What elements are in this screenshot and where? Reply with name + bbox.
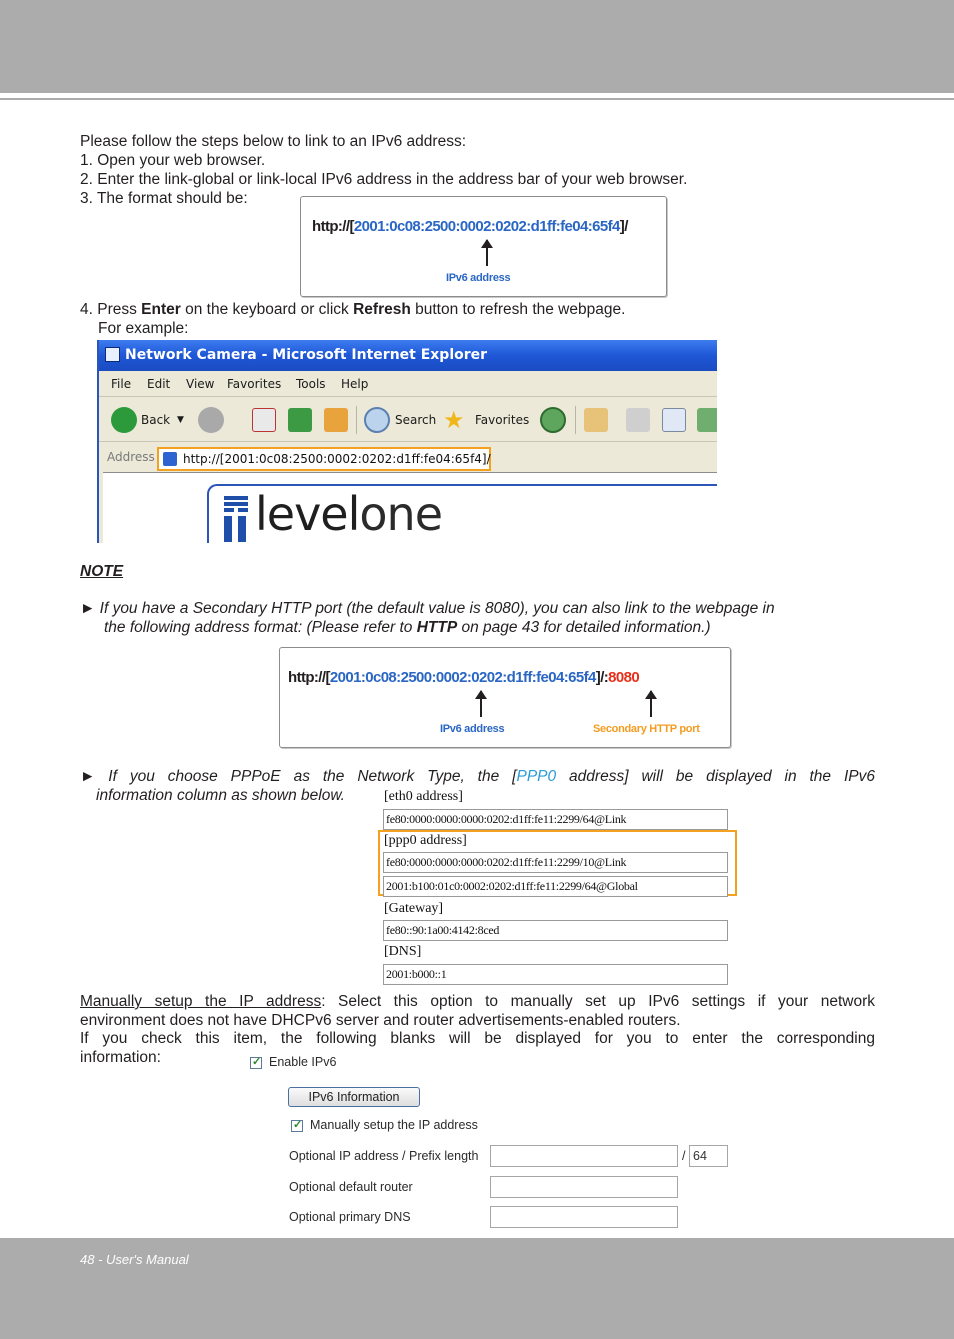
note-item-1-cont [104, 618, 711, 637]
note2-post: address] will be displayed in the IPv6 [556, 768, 875, 785]
format2-suffix: ]/: [595, 669, 609, 686]
home-icon[interactable] [324, 408, 348, 432]
menu-edit[interactable]: Edit [147, 377, 171, 391]
ip-address-input[interactable] [490, 1145, 678, 1167]
mail-icon[interactable] [584, 408, 608, 432]
menu-tools[interactable]: Tools [296, 377, 326, 391]
note2-ppp0: PPP0 [516, 768, 557, 785]
primary-dns-label: Optional primary DNS [289, 1210, 411, 1224]
up-arrow-icon [650, 691, 652, 717]
header-band [0, 0, 954, 93]
format2-label-port: Secondary HTTP port [593, 723, 700, 735]
manual-line-1-text: : Select this option to manually set up IPv6 settings if your network [321, 993, 875, 1010]
up-arrow-icon [480, 691, 482, 717]
levelone-logo-icon [224, 496, 248, 542]
refresh-icon[interactable] [288, 408, 312, 432]
format-url [312, 218, 628, 235]
format2-port: 8080 [608, 669, 640, 686]
browser-screenshot [97, 340, 717, 543]
manual-line-2: environment does not have DHCPv6 server and router advertisements-enabled routers. [80, 1012, 681, 1029]
format2-address: 2001:0c08:2500:0002:0202:d1ff:fe04:65f4 [329, 669, 596, 686]
format-address: 2001:0c08:2500:0002:0202:d1ff:fe04:65f4 [353, 218, 620, 235]
edit-icon[interactable] [662, 408, 686, 432]
back-icon[interactable] [111, 407, 137, 433]
forward-icon[interactable] [198, 407, 224, 433]
page-footer: 48 - User's Manual [80, 1252, 189, 1267]
note1-http: HTTP [416, 619, 458, 636]
gateway-value: fe80::90:1a00:4142:8ced [383, 920, 728, 941]
intro-line-1: Please follow the steps below to link to an IPv6 address: [80, 133, 466, 150]
intro-step-3: 3. The format should be: [80, 190, 248, 207]
header-rule [0, 98, 954, 100]
note-title: NOTE [80, 563, 124, 580]
prefix-length-input[interactable]: 64 [689, 1145, 728, 1167]
menu-file[interactable]: File [111, 377, 132, 391]
enable-ipv6-checkbox[interactable] [250, 1057, 262, 1069]
step4-mid: on the keyboard or click [180, 301, 354, 318]
manual-setup-label: Manually setup the IP address [310, 1118, 478, 1132]
default-router-input[interactable] [490, 1176, 678, 1198]
address-value: http://[2001:0c08:2500:0002:0202:d1ff:fe04:65f4]/ [183, 452, 491, 466]
browser-toolbar [99, 398, 717, 442]
note-item-2-cont: information column as shown below. [96, 787, 345, 804]
print-icon[interactable] [626, 408, 650, 432]
eth0-value: fe80:0000:0000:0000:0202:d1ff:fe11:2299/64@Link [383, 809, 728, 830]
primary-dns-input[interactable] [490, 1206, 678, 1228]
note2-pre: ► If you choose PPPoE as the Network Type, the [ [80, 768, 517, 785]
note1-pre: the following address format: (Please refer to [104, 619, 417, 636]
browser-title: Network Camera - Microsoft Internet Explorer [125, 347, 488, 363]
ppp0-label: [ppp0 address] [384, 833, 467, 848]
ip-address-label: Optional IP address / Prefix length [289, 1149, 479, 1163]
logo-one: one [359, 487, 442, 541]
ppp0-value-global: 2001:b100:01c0:0002:0202:d1ff:fe11:2299/64@Global [383, 876, 728, 897]
step4-enter: Enter [141, 301, 181, 318]
search-icon[interactable] [364, 407, 390, 433]
dns-value: 2001:b000::1 [383, 964, 728, 985]
step4-pre: 4. Press [80, 301, 142, 318]
toolbar-separator [575, 406, 576, 434]
back-label[interactable]: Back [141, 413, 171, 427]
browser-title-bar [99, 340, 717, 371]
logo-level: level [255, 487, 360, 541]
format-prefix: http://[ [312, 218, 354, 235]
note-item-2 [80, 767, 875, 786]
page-icon [163, 452, 177, 466]
menu-help[interactable]: Help [341, 377, 369, 391]
ie-icon [105, 347, 120, 362]
enable-ipv6-label: Enable IPv6 [269, 1055, 337, 1069]
manual-line-3: If you check this item, the following blanks will be displayed for you to enter the corresponding [80, 1030, 875, 1047]
manual-line-4: information: [80, 1049, 161, 1066]
stop-icon[interactable] [252, 408, 276, 432]
favorites-label[interactable]: Favorites [475, 413, 530, 427]
prefix-slash: / [682, 1149, 686, 1163]
default-router-label: Optional default router [289, 1180, 413, 1194]
ppp0-value-link: fe80:0000:0000:0000:0202:d1ff:fe11:2299/10@Link [383, 852, 728, 873]
browser-address-bar [99, 443, 717, 471]
intro-step-2: 2. Enter the link-global or link-local IPv6 address in the address bar of your web browser. [80, 171, 688, 188]
note1-post: on page 43 for detailed information.) [457, 619, 711, 636]
ipv6-information-button[interactable]: IPv6 Information [288, 1087, 420, 1107]
search-label[interactable]: Search [395, 413, 437, 427]
step-4-example: For example: [98, 320, 189, 337]
format-label: IPv6 address [446, 272, 511, 284]
dns-label: [DNS] [384, 944, 422, 959]
toolbar-separator [356, 406, 357, 434]
step-4 [80, 300, 625, 319]
browser-content [103, 472, 717, 543]
browser-menu-bar [99, 371, 717, 397]
ipv6-port-format-figure [279, 647, 731, 748]
media-icon[interactable] [540, 407, 566, 433]
camera-page-frame [207, 484, 717, 543]
intro-step-1: 1. Open your web browser. [80, 152, 266, 169]
address-input[interactable] [157, 447, 491, 471]
levelone-logo [255, 484, 442, 543]
note-item-1: ► If you have a Secondary HTTP port (the default value is 8080), you can also link to the webpage in [80, 600, 775, 617]
back-dropdown-icon[interactable]: ▼ [177, 415, 184, 425]
manual-setup-link: Manually setup the IP address [80, 993, 322, 1010]
ipv6-format-figure [300, 196, 667, 297]
address-label: Address [107, 450, 155, 464]
format2-prefix: http://[ [288, 669, 330, 686]
step4-refresh: Refresh [353, 301, 411, 318]
format2-label-address: IPv6 address [440, 723, 505, 735]
format2-url [288, 669, 639, 686]
up-arrow-icon [486, 240, 488, 266]
menu-view[interactable]: View [186, 377, 215, 391]
step4-post: button to refresh the webpage. [410, 301, 626, 318]
manual-line-1 [80, 992, 875, 1011]
eth0-label: [eth0 address] [384, 789, 463, 804]
format-suffix: ]/ [619, 218, 628, 235]
menu-favorites[interactable]: Favorites [227, 377, 282, 391]
favorites-icon[interactable]: ★ [443, 406, 465, 434]
gateway-label: [Gateway] [384, 901, 444, 916]
messenger-icon[interactable] [697, 408, 717, 432]
manual-setup-checkbox[interactable] [291, 1120, 303, 1132]
